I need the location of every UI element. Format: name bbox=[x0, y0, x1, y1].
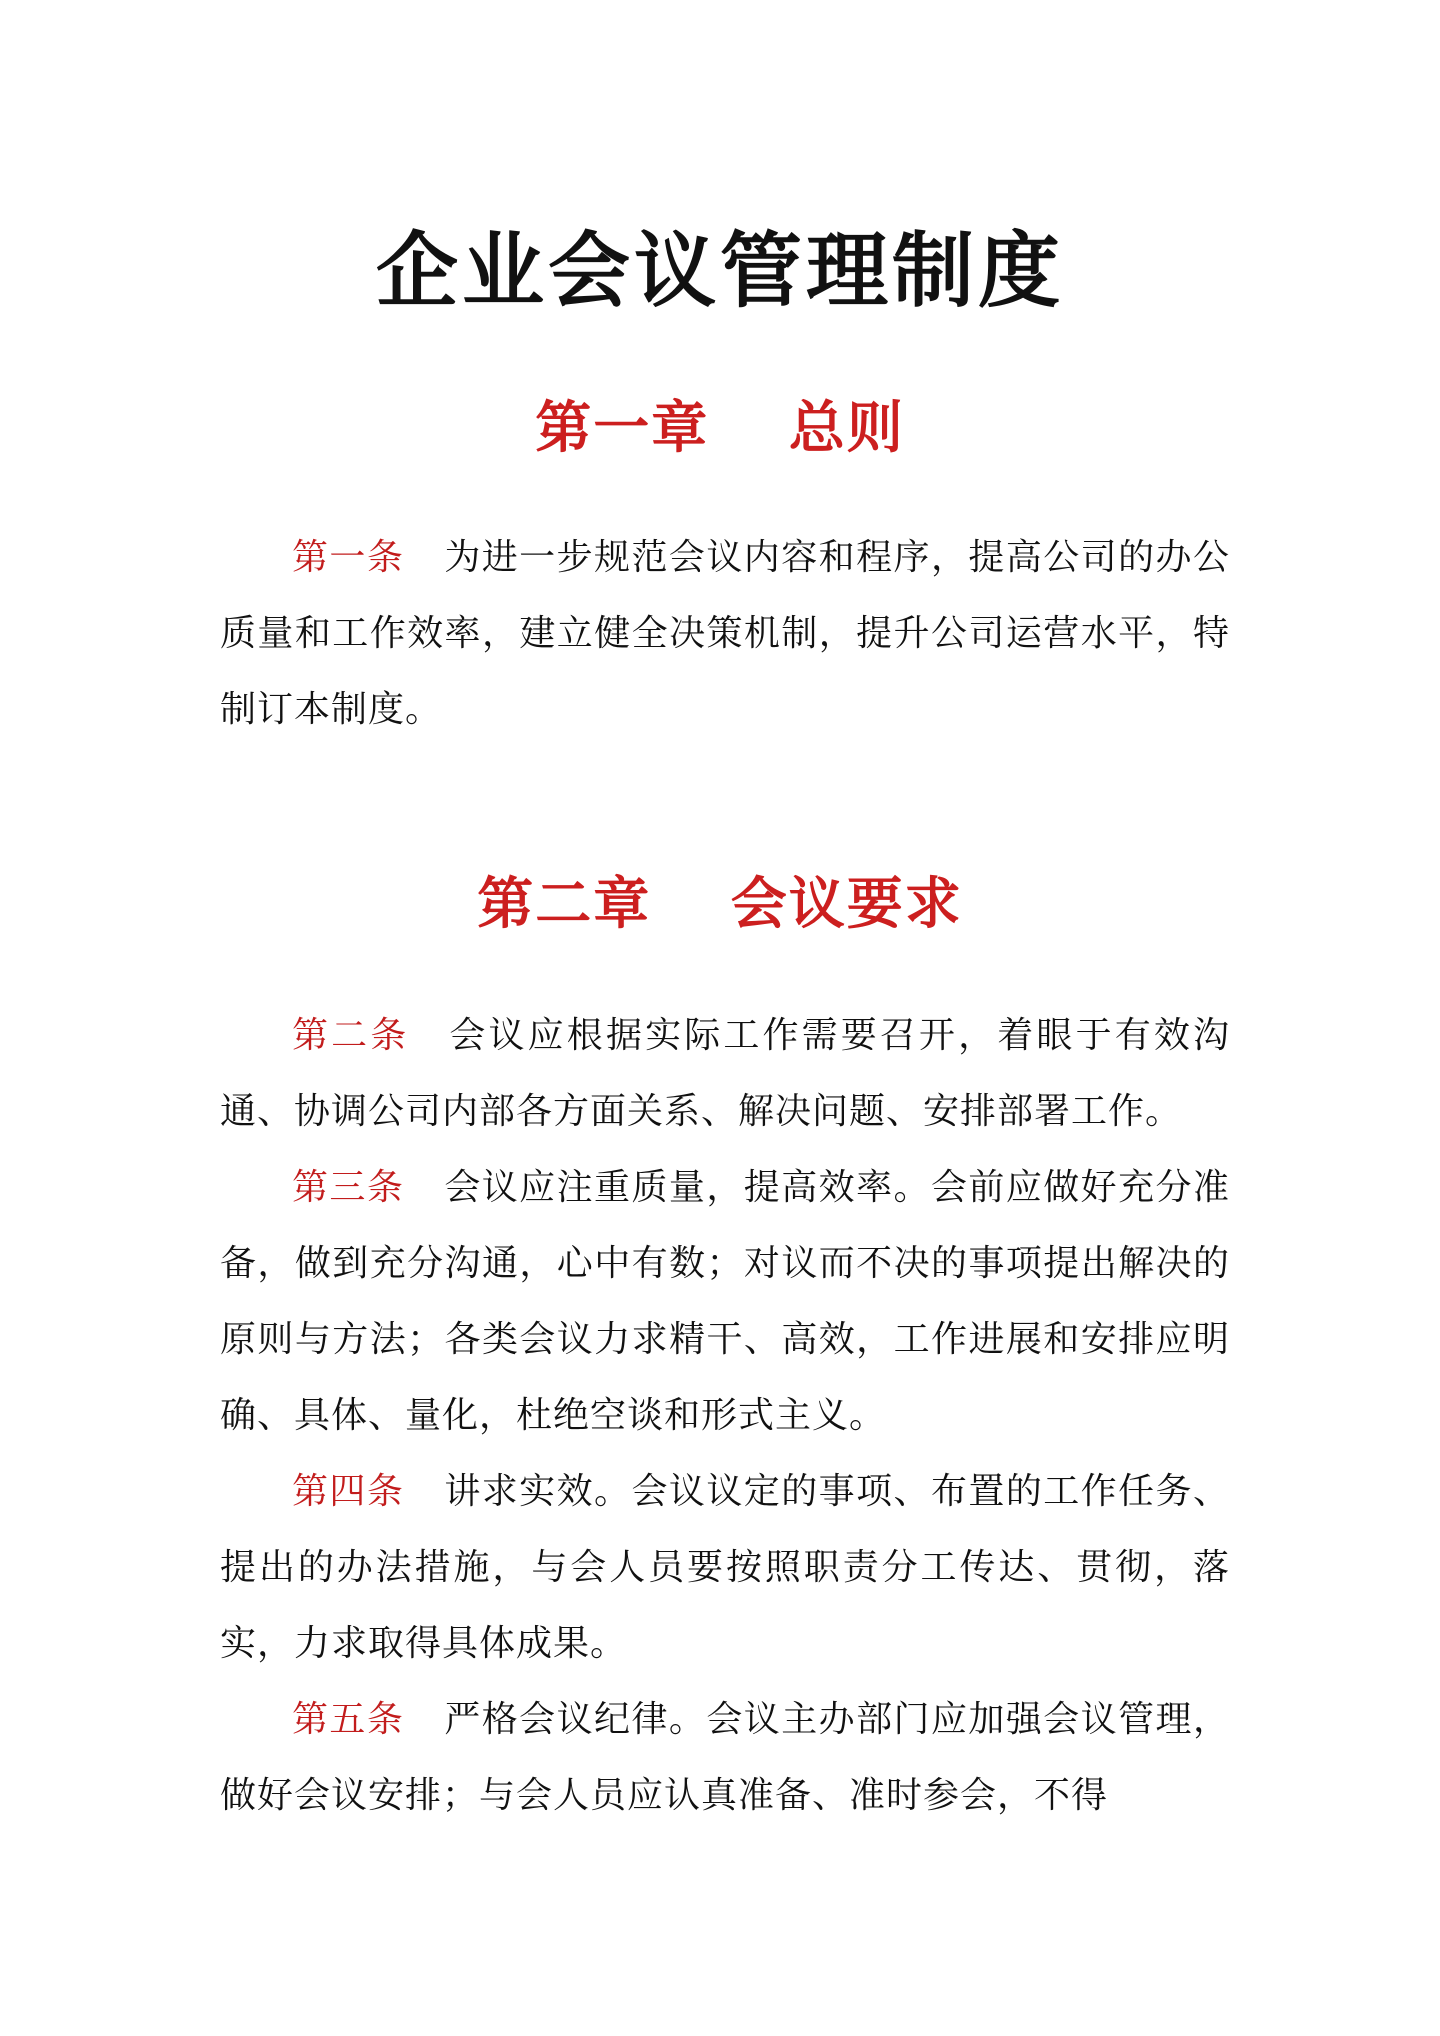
article-4-label: 第四条 bbox=[292, 1471, 405, 1512]
article-4 bbox=[220, 1454, 1230, 1682]
chapter-2-heading: 第二章 会议要求 bbox=[477, 871, 963, 937]
article-2-label: 第二条 bbox=[292, 1015, 410, 1056]
article-1 bbox=[220, 520, 1230, 748]
article-5 bbox=[220, 1682, 1230, 1834]
article-2 bbox=[220, 998, 1230, 1150]
document-title: 企业会议管理制度 bbox=[375, 224, 1064, 319]
chapter-2-body bbox=[220, 998, 1230, 1834]
article-5-label: 第五条 bbox=[292, 1699, 405, 1740]
article-3-label: 第三条 bbox=[292, 1167, 405, 1208]
article-4-text: 讲求实效。会议议定的事项、布置的工作任务、提出的办法措施，与会人员要按照职责分工传达、贯彻，落实，力求取得具体成果。 bbox=[220, 1471, 1230, 1664]
article-3 bbox=[220, 1150, 1230, 1454]
article-5-text: 严格会议纪律。会议主办部门应加强会议管理，做好会议安排；与会人员应认真准备、准时参会，不得 bbox=[220, 1699, 1230, 1816]
article-3-text: 会议应注重质量，提高效率。会前应做好充分准备，做到充分沟通，心中有数；对议而不决的事项提出解决的原则与方法；各类会议力求精干、高效，工作进展和安排应明确、具体、量化，杜绝空谈和形式主义。 bbox=[220, 1167, 1230, 1436]
article-2-text: 会议应根据实际工作需要召开，着眼于有效沟通、协调公司内部各方面关系、解决问题、安排部署工作。 bbox=[220, 1015, 1230, 1132]
chapter-1-body bbox=[220, 520, 1230, 748]
article-1-label: 第一条 bbox=[292, 537, 405, 578]
chapter-1-heading: 第一章 总则 bbox=[535, 395, 905, 461]
article-1-text: 为进一步规范会议内容和程序，提高公司的办公质量和工作效率，建立健全决策机制，提升公司运营水平，特制订本制度。 bbox=[220, 537, 1230, 730]
